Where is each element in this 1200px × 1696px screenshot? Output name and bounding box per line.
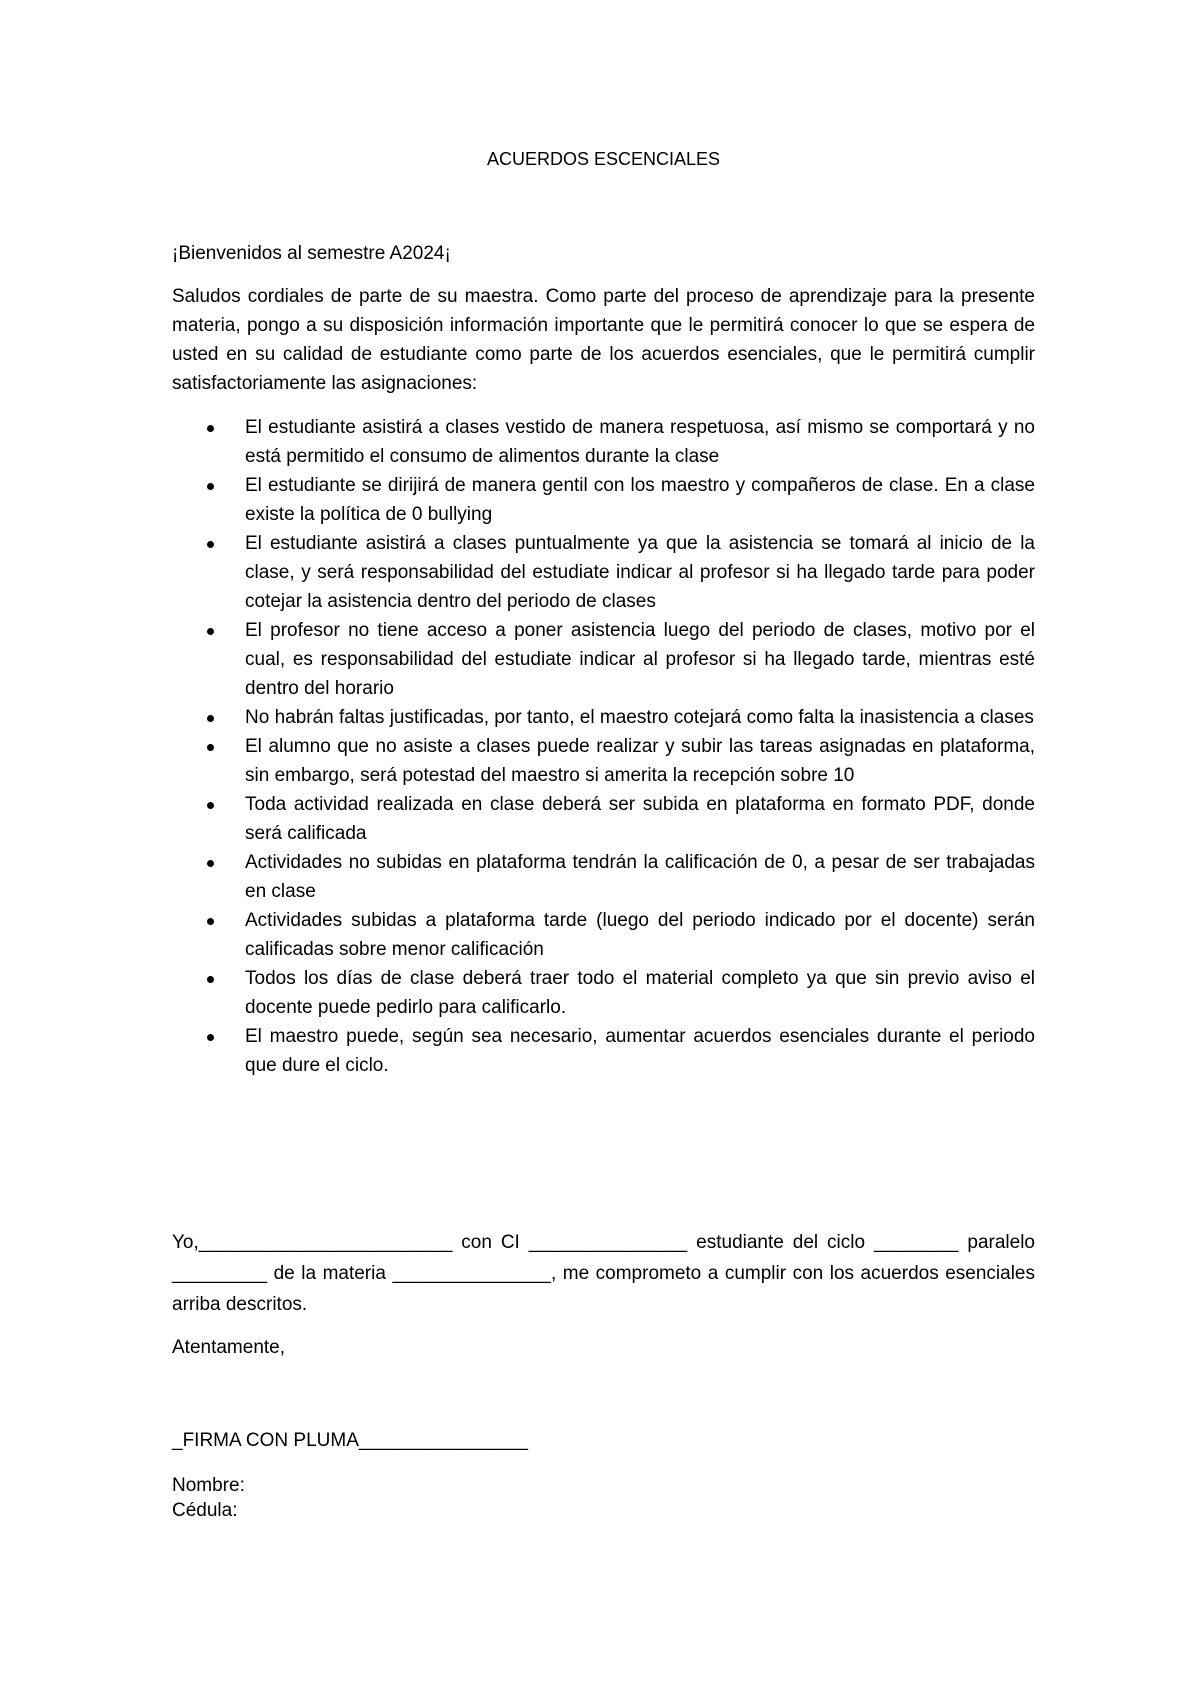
closing-line: Atentamente, <box>172 1337 286 1358</box>
agreement-text: El maestro puede, según sea necesario, aumentar acuerdos esenciales durante el periodo que dure el ciclo. <box>245 1026 1035 1076</box>
bullet-icon <box>207 425 214 432</box>
agreement-text: No habrán faltas justificadas, por tanto, el maestro cotejará como falta la inasistencia a clases <box>245 707 1034 728</box>
agreement-text: El estudiante asistirá a clases vestido de manera respetuosa, así mismo se comportará y no está permitido el consumo de alimentos durante la clase <box>245 417 1035 467</box>
agreement-item <box>172 790 1035 848</box>
agreement-item <box>172 471 1035 529</box>
agreements-list <box>172 413 1035 1080</box>
signature-line: _FIRMA CON PLUMA________________ <box>172 1430 528 1451</box>
agreement-text: El estudiante se dirijirá de manera gentil con los maestro y compañeros de clase. En a clase existe la política de 0 bullying <box>245 475 1035 525</box>
bullet-icon <box>207 1034 214 1041</box>
bullet-icon <box>207 744 214 751</box>
bullet-icon <box>207 483 214 490</box>
agreement-text: Toda actividad realizada en clase deberá ser subida en plataforma en formato PDF, donde será calificada <box>245 794 1035 844</box>
agreement-text: Todos los días de clase deberá traer todo el material completo ya que sin previo aviso el docente puede pedirlo para calificarlo. <box>245 968 1035 1018</box>
agreement-item <box>172 732 1035 790</box>
agreement-text: El profesor no tiene acceso a poner asistencia luego del periodo de clases, motivo por el cual, es responsabilidad del estudiate indicar al profesor si ha llegado tarde, mientras esté dentro del horario <box>245 620 1035 699</box>
bullet-icon <box>207 628 214 635</box>
bullet-icon <box>207 715 214 722</box>
agreement-text: Actividades subidas a plataforma tarde (luego del periodo indicado por el docente) serán calificadas sobre menor calificación <box>245 910 1035 960</box>
agreement-item <box>172 1022 1035 1080</box>
agreement-item <box>172 906 1035 964</box>
intro-paragraph: Saludos cordiales de parte de su maestra. Como parte del proceso de aprendizaje para la presente materia, pongo a su disposición información importante que le permitirá conocer lo que se espera de usted en su calidad de estudiante como parte de los acuerdos esenciales, que le permitirá cumplir satisfactoriamente las asignaciones: <box>172 286 1035 394</box>
bullet-icon <box>207 541 214 548</box>
bullet-icon <box>207 976 214 983</box>
commitment-paragraph: Yo,________________________ con CI _______________ estudiante del ciclo ________ paralelo _________ de la materia _______________, me comprometo a cumplir con los acuerdos esenciales arriba descritos. <box>172 1232 1035 1315</box>
document-title: ACUERDOS ESCENCIALES <box>486 149 721 169</box>
bullet-icon <box>207 918 214 925</box>
agreement-item <box>172 529 1035 616</box>
bullet-icon <box>207 802 214 809</box>
agreement-item <box>172 848 1035 906</box>
agreement-text: El alumno que no asiste a clases puede realizar y subir las tareas asignadas en plataforma, sin embargo, será potestad del maestro si amerita la recepción sobre 10 <box>245 736 1035 786</box>
name-label: Nombre: <box>172 1475 245 1496</box>
agreement-item <box>172 964 1035 1022</box>
id-label: Cédula: <box>172 1500 238 1521</box>
agreement-text: Actividades no subidas en plataforma tendrán la calificación de 0, a pesar de ser trabajadas en clase <box>245 852 1035 902</box>
agreement-item <box>172 413 1035 471</box>
agreement-item <box>172 703 1035 732</box>
agreement-item <box>172 616 1035 703</box>
bullet-icon <box>207 860 214 867</box>
welcome-line: ¡Bienvenidos al semestre A2024¡ <box>172 243 451 264</box>
agreement-text: El estudiante asistirá a clases puntualmente ya que la asistencia se tomará al inicio de la clase, y será responsabilidad del estudiate indicar al profesor si ha llegado tarde para poder cotejar la asistencia dentro del periodo de clases <box>245 533 1035 612</box>
